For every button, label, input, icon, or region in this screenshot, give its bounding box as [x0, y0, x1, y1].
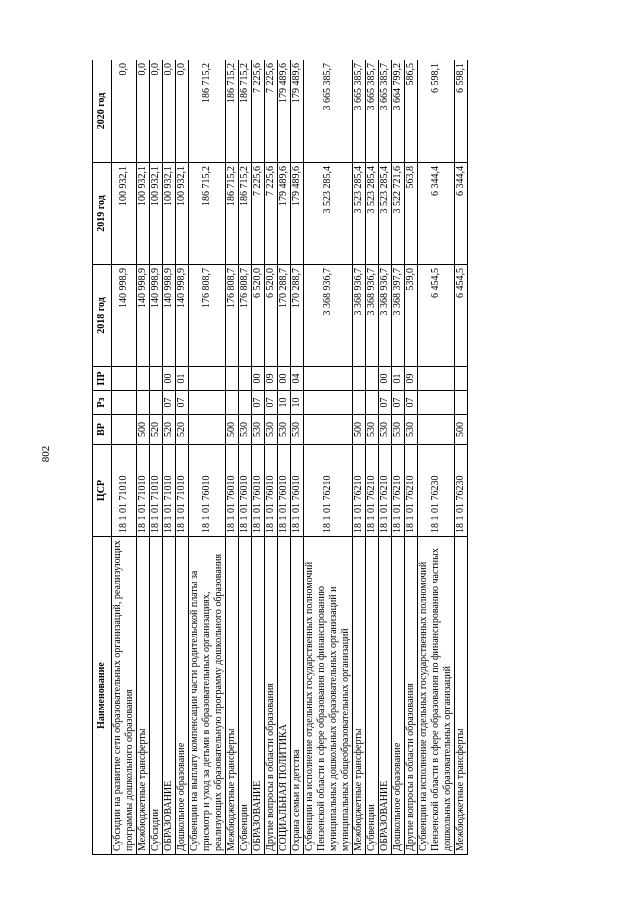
header-name: Наименование [93, 537, 112, 855]
row-2019: 179 489,6 [278, 163, 291, 265]
table-row [366, 60, 379, 855]
row-vr: 530 [379, 415, 392, 445]
row-name: Субвенции [366, 537, 379, 855]
row-pr [304, 367, 353, 391]
header-vr: ВР [93, 415, 112, 445]
row-csr: 18 1 01 76010 [291, 445, 304, 537]
row-rz [150, 391, 163, 415]
row-2018: 176 808,7 [189, 265, 226, 367]
row-2020: 3 665 385,7 [304, 60, 353, 163]
row-name: Субвенции [239, 537, 252, 855]
table-body [112, 60, 468, 855]
row-2020: 3 664 799,2 [392, 60, 405, 163]
header-pr: ПР [93, 367, 112, 391]
row-rz [189, 391, 226, 415]
row-2018: 140 998,9 [176, 265, 189, 367]
row-name: Субвенции на выплату компенсации части родительской платы за присмотр и уход за детьми в образовательных организациях, реализующих образовательную программу дошкольного образования [189, 537, 226, 855]
row-rz: 07 [163, 391, 176, 415]
row-vr [112, 415, 137, 445]
row-pr [239, 367, 252, 391]
row-csr: 18 1 01 76210 [353, 445, 366, 537]
table-row [226, 60, 239, 855]
row-vr [418, 415, 455, 445]
row-csr: 18 1 01 76010 [265, 445, 278, 537]
row-2020: 0,0 [112, 60, 137, 163]
row-2018: 6 454,5 [455, 265, 468, 367]
row-csr: 18 1 01 71010 [137, 445, 150, 537]
row-csr: 18 1 01 76210 [366, 445, 379, 537]
table-row [265, 60, 278, 855]
row-vr: 530 [366, 415, 379, 445]
row-csr: 18 1 01 71010 [150, 445, 163, 537]
row-rz [304, 391, 353, 415]
table-row [252, 60, 265, 855]
row-2018: 140 998,9 [137, 265, 150, 367]
row-pr: 09 [265, 367, 278, 391]
row-2020: 0,0 [163, 60, 176, 163]
row-name: Дошкольное образование [392, 537, 405, 855]
row-rz: 07 [176, 391, 189, 415]
row-rz [455, 391, 468, 415]
row-pr: 00 [379, 367, 392, 391]
row-2018: 140 998,9 [150, 265, 163, 367]
row-vr: 520 [176, 415, 189, 445]
row-csr: 18 1 01 76210 [304, 445, 353, 537]
row-2020: 3 665 385,7 [379, 60, 392, 163]
table-row [150, 60, 163, 855]
row-vr [304, 415, 353, 445]
row-2020: 179 489,6 [278, 60, 291, 163]
row-rz [418, 391, 455, 415]
header-2018: 2018 год [93, 265, 112, 367]
row-2020: 7 225,6 [265, 60, 278, 163]
row-2018: 539,0 [405, 265, 418, 367]
row-vr: 500 [226, 415, 239, 445]
table-row [163, 60, 176, 855]
row-name: Охрана семьи и детства [291, 537, 304, 855]
row-csr: 18 1 01 76210 [379, 445, 392, 537]
row-pr [353, 367, 366, 391]
row-rz: 07 [405, 391, 418, 415]
row-rz: 07 [392, 391, 405, 415]
row-2019: 100 932,1 [112, 163, 137, 265]
row-2020: 186 715,2 [239, 60, 252, 163]
row-2019: 179 489,6 [291, 163, 304, 265]
row-2018: 140 998,9 [163, 265, 176, 367]
row-vr: 500 [353, 415, 366, 445]
row-2019: 186 715,2 [226, 163, 239, 265]
row-2019: 100 932,1 [163, 163, 176, 265]
table-row [379, 60, 392, 855]
row-name: ОБРАЗОВАНИЕ [163, 537, 176, 855]
header-csr: ЦСР [93, 445, 112, 537]
row-name: Другие вопросы в области образования [265, 537, 278, 855]
row-2018: 3 368 936,7 [366, 265, 379, 367]
row-2018: 176 808,7 [239, 265, 252, 367]
row-2020: 0,0 [176, 60, 189, 163]
row-name: Субвенции на исполнение отдельных государственных полномочий Пензенской области в сфере образования по финансированию частных дошкольных образовательных организаций [418, 537, 455, 855]
row-csr: 18 1 01 76010 [252, 445, 265, 537]
row-vr: 500 [137, 415, 150, 445]
row-name: Межбюджетные трансферты [137, 537, 150, 855]
row-2019: 6 344,4 [418, 163, 455, 265]
rotated-table-container [92, 60, 612, 855]
row-2020: 179 489,6 [291, 60, 304, 163]
row-name: Межбюджетные трансферты [353, 537, 366, 855]
row-2018: 176 808,7 [226, 265, 239, 367]
row-2020: 6 598,1 [455, 60, 468, 163]
row-pr: 01 [176, 367, 189, 391]
header-2019: 2019 год [93, 163, 112, 265]
row-2019: 6 344,4 [455, 163, 468, 265]
row-vr [189, 415, 226, 445]
row-2020: 186 715,2 [226, 60, 239, 163]
page-content [92, 60, 612, 855]
row-csr: 18 1 01 76010 [189, 445, 226, 537]
row-pr: 00 [278, 367, 291, 391]
row-rz: 10 [291, 391, 304, 415]
row-csr: 18 1 01 76230 [455, 445, 468, 537]
row-vr: 530 [278, 415, 291, 445]
row-2018: 3 368 936,7 [353, 265, 366, 367]
row-pr [418, 367, 455, 391]
row-rz [137, 391, 150, 415]
row-rz [366, 391, 379, 415]
table-row [176, 60, 189, 855]
row-rz [226, 391, 239, 415]
row-vr: 530 [392, 415, 405, 445]
row-vr: 530 [252, 415, 265, 445]
row-csr: 18 1 01 76010 [278, 445, 291, 537]
row-name: Субвенции на исполнение отдельных государственных полномочий Пензенской области в сфере образования по финансированию муниципальных дошкольных образовательных организаций и муниципальных общеобразовательных организаций [304, 537, 353, 855]
table-row [112, 60, 137, 855]
row-rz: 07 [265, 391, 278, 415]
row-name: СОЦИАЛЬНАЯ ПОЛИТИКА [278, 537, 291, 855]
row-pr: 04 [291, 367, 304, 391]
row-2018: 140 998,9 [112, 265, 137, 367]
row-vr: 500 [455, 415, 468, 445]
table-row [418, 60, 455, 855]
table-row [455, 60, 468, 855]
row-2019: 100 932,1 [150, 163, 163, 265]
row-2020: 0,0 [137, 60, 150, 163]
row-pr [137, 367, 150, 391]
row-2020: 3 665 385,7 [353, 60, 366, 163]
row-2018: 3 368 936,7 [379, 265, 392, 367]
row-name: Дошкольное образование [176, 537, 189, 855]
row-pr [189, 367, 226, 391]
row-2020: 186 715,2 [189, 60, 226, 163]
row-rz: 07 [252, 391, 265, 415]
row-2019: 3 522 721,6 [392, 163, 405, 265]
table-row [239, 60, 252, 855]
row-2019: 7 225,6 [252, 163, 265, 265]
row-pr: 00 [252, 367, 265, 391]
row-name: Субсидии на развитие сети образовательных организаций, реализующих программы дошкольного образования [112, 537, 137, 855]
row-2019: 7 225,6 [265, 163, 278, 265]
row-vr: 530 [265, 415, 278, 445]
row-2019: 3 523 285,4 [379, 163, 392, 265]
row-2019: 100 932,1 [176, 163, 189, 265]
row-pr [150, 367, 163, 391]
row-vr: 530 [239, 415, 252, 445]
row-pr: 00 [163, 367, 176, 391]
row-name: Другие вопросы в области образования [405, 537, 418, 855]
row-name: Межбюджетные трансферты [455, 537, 468, 855]
row-name: Субсидии [150, 537, 163, 855]
row-pr: 01 [392, 367, 405, 391]
row-2019: 186 715,2 [239, 163, 252, 265]
row-pr: 09 [405, 367, 418, 391]
row-name: ОБРАЗОВАНИЕ [252, 537, 265, 855]
row-pr [112, 367, 137, 391]
table-row [189, 60, 226, 855]
page-number: 802 [40, 445, 52, 463]
table-row [353, 60, 366, 855]
row-2020: 3 665 385,7 [366, 60, 379, 163]
row-csr: 18 1 01 76010 [239, 445, 252, 537]
row-2019: 3 523 285,4 [304, 163, 353, 265]
table-row [278, 60, 291, 855]
row-2019: 563,8 [405, 163, 418, 265]
row-csr: 18 1 01 76210 [405, 445, 418, 537]
row-rz: 07 [379, 391, 392, 415]
row-2018: 170 288,7 [291, 265, 304, 367]
row-rz [239, 391, 252, 415]
row-vr: 530 [405, 415, 418, 445]
row-2018: 3 368 936,7 [304, 265, 353, 367]
table-row [304, 60, 353, 855]
table-header-row [93, 60, 112, 855]
row-name: Межбюджетные трансферты [226, 537, 239, 855]
row-vr: 520 [163, 415, 176, 445]
row-2018: 6 454,5 [418, 265, 455, 367]
budget-table [92, 60, 468, 855]
row-2020: 7 225,6 [252, 60, 265, 163]
row-pr [226, 367, 239, 391]
row-vr: 530 [291, 415, 304, 445]
table-row [392, 60, 405, 855]
header-2020: 2020 год [93, 60, 112, 163]
row-pr [366, 367, 379, 391]
row-2019: 3 523 285,4 [366, 163, 379, 265]
row-csr: 18 1 01 71010 [163, 445, 176, 537]
row-csr: 18 1 01 76010 [226, 445, 239, 537]
row-csr: 18 1 01 76210 [392, 445, 405, 537]
row-name: ОБРАЗОВАНИЕ [379, 537, 392, 855]
row-2018: 3 368 397,7 [392, 265, 405, 367]
table-row [291, 60, 304, 855]
row-csr: 18 1 01 71010 [112, 445, 137, 537]
row-csr: 18 1 01 71010 [176, 445, 189, 537]
row-2019: 186 715,2 [189, 163, 226, 265]
row-rz [112, 391, 137, 415]
row-rz: 10 [278, 391, 291, 415]
row-2020: 6 598,1 [418, 60, 455, 163]
row-csr: 18 1 01 76230 [418, 445, 455, 537]
row-pr [455, 367, 468, 391]
row-2018: 170 288,7 [278, 265, 291, 367]
row-2020: 586,5 [405, 60, 418, 163]
row-2019: 3 523 285,4 [353, 163, 366, 265]
row-2018: 6 520,0 [265, 265, 278, 367]
row-2018: 6 520,0 [252, 265, 265, 367]
row-vr: 520 [150, 415, 163, 445]
row-2020: 0,0 [150, 60, 163, 163]
row-rz [353, 391, 366, 415]
table-row [137, 60, 150, 855]
header-rz: Рз [93, 391, 112, 415]
row-2019: 100 932,1 [137, 163, 150, 265]
table-row [405, 60, 418, 855]
